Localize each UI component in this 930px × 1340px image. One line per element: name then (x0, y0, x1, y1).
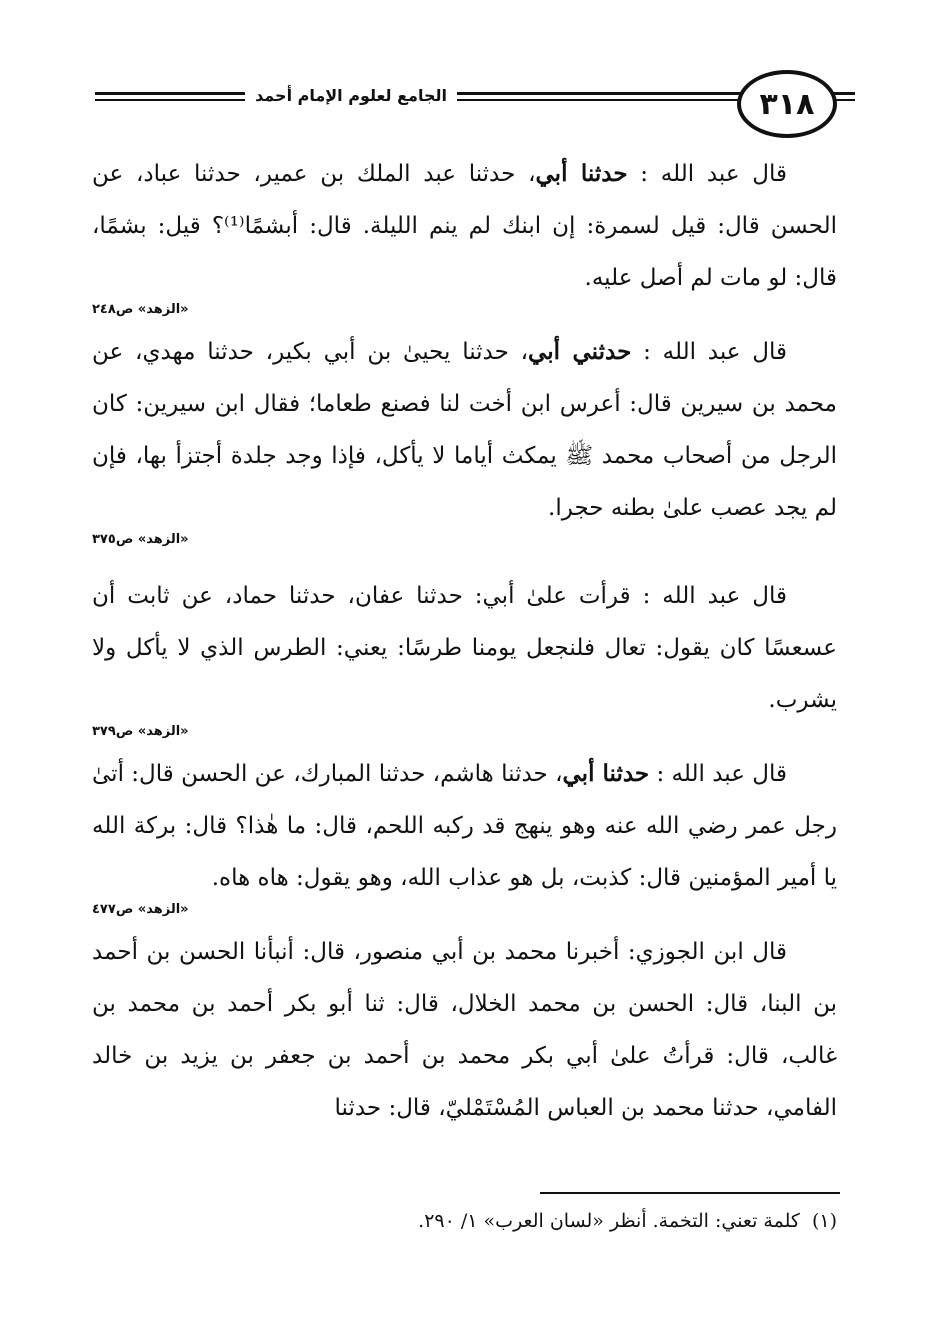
entry-text: قال ابن الجوزي: أخبرنا محمد بن أبي منصور، قال: أنبأنا الحسن بن أحمد بن البنا، قال: الحسن بن محمد الخلال، قال: ثنا أبو بكر أحمد بن محمد بن غالب، قال: قرأتُ علىٰ أبي بكر محمد بن أحمد بن جعفر بن يزيد بن خالد الفامي، حدثنا محمد بن العباس المُسْتَمْليّ، قال: حدثنا (92, 939, 837, 1121)
entry-lead: قال عبد الله : (631, 339, 787, 365)
entry-text: ، حدثنا يحيىٰ بن أبي بكير، حدثنا مهدي، عن محمد بن سيرين قال: أعرس ابن أخت لنا فصنع طعاما؛ فقال ابن سيرين: كان الرجل من أصحاب محمد ﷺ يمكث أياما لا يأكل، فإذا وجد جلدة أجتزأ بها، فإن لم يجد عصب علىٰ بطنه حجرا. (92, 339, 837, 521)
entry-paragraph (92, 926, 837, 1134)
entry-text: قرأت علىٰ أبي: حدثنا عفان، حدثنا حماد، عن ثابت أن عسعسًا كان يقول: تعال فلنجعل يومنا طرسًا: يعني: الطرس الذي لا يأكل ولا يشرب. (92, 583, 837, 713)
entry-lead: قال عبد الله : (627, 161, 787, 187)
entry-bold-chain: حدثنا أبي (535, 160, 628, 187)
page-header (95, 62, 855, 142)
footnote-text: كلمة تعني: التخمة. أنظر «لسان العرب» ١/ ٢٩٠. (418, 1210, 800, 1232)
entry-bold-chain: حدثنا أبي (562, 760, 650, 787)
running-head-title: الجامع لعلوم الإمام أحمد (245, 86, 457, 105)
entry-bold-chain: حدثني أبي (528, 338, 632, 365)
entry-lead: قال عبد الله : (649, 761, 787, 787)
entry-paragraph (92, 570, 837, 726)
page-body (92, 148, 837, 1134)
entry-text: ، حدثنا عبد الملك بن عمير، حدثنا عباد، عن الحسن قال: قيل لسمرة: إن ابنك لم ينم الليلة. قال: أبشمًا⁽¹⁾؟ قيل: بشمًا، قال: لو مات لم أصل عليه. (92, 161, 837, 291)
page-number: ٣١٨ (737, 70, 837, 138)
entry-paragraph (92, 326, 837, 534)
source-citation: «الزهد» ص٤٧٧ (92, 902, 189, 917)
footnote-separator (540, 1192, 840, 1194)
source-citation: «الزهد» ص٣٧٥ (92, 532, 189, 547)
source-citation: «الزهد» ص٢٤٨ (92, 302, 189, 317)
source-citation: «الزهد» ص٣٧٩ (92, 724, 189, 739)
footnote (92, 1206, 837, 1236)
footnote-number: (١) (811, 1210, 837, 1232)
entry-lead: قال عبد الله : (630, 583, 787, 609)
entry-text: ، حدثنا هاشم، حدثنا المبارك، عن الحسن قال: أتىٰ رجل عمر رضي الله عنه وهو ينهج قد ركبه اللحم، قال: ما هٰذا؟ قال: بركة الله يا أمير المؤمنين قال: كذبت، بل هو عذاب الله، وهو يقول: هاه هاه. (92, 761, 837, 891)
entry-paragraph (92, 148, 837, 304)
entry-paragraph (92, 748, 837, 904)
